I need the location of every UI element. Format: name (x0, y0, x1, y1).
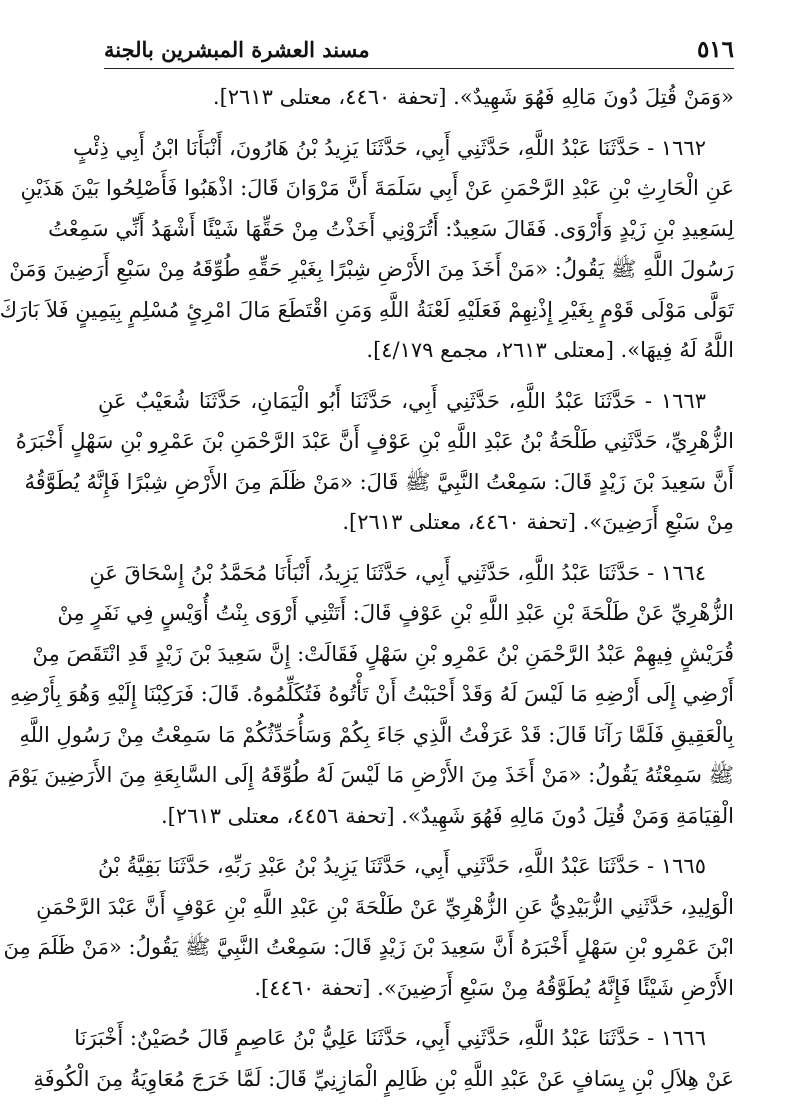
text-line: عَنِ الْحَارِثِ بْنِ عَبْدِ الرَّحْمَنِ عَنْ أَبِي سَلَمَةَ أَنَّ مَرْوَانَ قَالَ: اذْهَبُوا فَأَصْلِحُوا بَيْنَ هَذَيْنِ (20, 176, 734, 200)
text-line: ﷺ سَمِعْتُهُ يَقُولُ: «مَنْ أَخَذَ مِنَ الأَرْضِ مَا لَيْسَ لَهُ طُوِّقَهُ إِلَى السَّابِعَةِ مِنَ الأَرَضِينَ يَوْمَ (7, 763, 734, 787)
text-line: لِسَعِيدِ بْنِ زَيْدٍ وَأَرْوَى. فَقَالَ سَعِيدٌ: أَتُرَوْنِي أَخَذْتُ مِنْ حَقِّهَا شَيْئًا أَشْهَدُ أَنِّي سَمِعْتُ (48, 216, 734, 241)
text-line: «وَمَنْ قُتِلَ دُونَ مَالِهِ فَهُوَ شَهِيدٌ». [تحفة ٤٤٦٠، معتلى ٢٦١٣]. (212, 85, 734, 109)
page-body (0, 77, 734, 1099)
text-line: اللَّهُ لَهُ فِيهَا». [معتلى ٢٦١٣، مجمع ٤/١٧٩]. (366, 338, 734, 362)
text-line: رَسُولَ اللَّهِ ﷺ يَقُولُ: «مَنْ أَخَذَ مِنَ الأَرْضِ شِبْرًا بِغَيْرِ حَقِّهِ طُوِّقَهُ مِنْ سَبْعِ أَرَضِينَ وَمَنْ (9, 257, 734, 281)
hadith-1666 (33, 1018, 734, 1099)
text-line: بِالْعَقِيقِ فَلَمَّا رَآنَا قَالَ: قَدْ عَرَفْتُ الَّذِي جَاءَ بِكُمْ وَسَأُحَدِّثُكُمْ مَا سَمِعْتُ مِنْ رَسُولِ اللَّهِ (19, 722, 734, 747)
running-title: مسند العشرة المبشرين بالجنة (104, 37, 370, 62)
page-header (104, 30, 734, 69)
text-line: الْوَلِيدِ، حَدَّثَنِي الزُّبَيْدِيُّ عَنِ الزُّهْرِيِّ عَنْ طَلْحَةَ بْنِ عَبْدِ اللَّهِ بْنِ عَوْفٍ أَنَّ عَبْدَ الرَّحْمَنِ (36, 894, 734, 919)
paragraph-continuation (98, 77, 734, 118)
page-number: ٥١٦ (696, 36, 734, 63)
hadith-1662 (0, 128, 734, 371)
text-line: مِنْ سَبْعِ أَرَضِينَ». [تحفة ٤٤٦٠، معتلى ٢٦١٣]. (342, 510, 734, 534)
text-line: ١٦٦٥ - حَدَّثَنَا عَبْدُ اللَّهِ، حَدَّثَنِي أَبِي، حَدَّثَنَا يَزِيدُ بْنُ عَبْدِ رَبِّهِ، حَدَّثَنَا بَقِيَّةُ بْنُ (98, 854, 706, 878)
text-line: ابْنَ عَمْرِو بْنِ سَهْلٍ أَخْبَرَهُ أَنَّ سَعِيدَ بْنَ زَيْدٍ قَالَ: سَمِعْتُ النَّبِيَّ ﷺ يَقُولُ: «مَنْ ظَلَمَ مِنَ (3, 935, 734, 959)
text-line: الزُّهْرِيِّ عَنْ طَلْحَةَ بْنِ عَبْدِ اللَّهِ بْنِ عَوْفٍ قَالَ: أَتَتْنِي أَرْوَى بِنْتُ أُوَيْسٍ فِي نَفَرٍ مِنْ (57, 601, 734, 625)
text-line: الأَرْضِ شَيْئًا فَإِنَّهُ يُطَوَّقُهُ مِنْ سَبْعِ أَرَضِينَ». [تحفة ٤٤٦٠]. (254, 975, 734, 1000)
text-line: أَرْضِي إِلَى أَرْضِهِ مَا لَيْسَ لَهُ وَقَدْ أَحْبَبْتُ أَنْ تَأْتُوهُ فَتُكَلِّمُوهُ. قَالَ: فَرَكِبْنَا إِلَيْهِ وَهُوَ بِأَرْضِهِ (10, 682, 734, 706)
hadith-1663 (15, 381, 734, 543)
text-line: أَنَّ سَعِيدَ بْنَ زَيْدٍ قَالَ: سَمِعْتُ النَّبِيَّ ﷺ قَالَ: «مَنْ ظَلَمَ مِنَ الأَرْضِ شِبْرًا فَإِنَّهُ يُطَوَّقُهُ (24, 469, 734, 494)
text-line: ١٦٦٢ - حَدَّثَنَا عَبْدُ اللَّهِ، حَدَّثَنِي أَبِي، حَدَّثَنَا يَزِيدُ بْنُ هَارُونَ، أَنْبَأَنَا ابْنُ أَبِي ذِئْبٍ (72, 135, 706, 160)
text-line: ١٦٦٦ - حَدَّثَنَا عَبْدُ اللَّهِ، حَدَّثَنِي أَبِي، حَدَّثَنَا عَلِيُّ بْنُ عَاصِمٍ قَالَ حُصَيْنٌ: أَخْبَرَنَا (74, 1026, 706, 1050)
text-line: الْقِيَامَةِ وَمَنْ قُتِلَ دُونَ مَالِهِ فَهُوَ شَهِيدٌ». [تحفة ٤٤٥٦، معتلى ٢٦١٣]. (160, 803, 734, 828)
text-line: ١٦٦٤ - حَدَّثَنَا عَبْدُ اللَّهِ، حَدَّثَنِي أَبِي، حَدَّثَنَا يَزِيدُ، أَنْبَأَنَا مُحَمَّدُ بْنُ إِسْحَاقَ عَنِ (89, 560, 706, 585)
text-line: تَوَلَّى مَوْلَى قَوْمٍ بِغَيْرِ إِذْنِهِمْ فَعَلَيْهِ لَعْنَةُ اللَّهِ وَمَنِ اقْتَطَعَ مَالَ امْرِئٍ مُسْلِمٍ بِيَمِينٍ فَلاَ بَارَكَ (0, 297, 734, 322)
text-line: قُرَيْشٍ فِيهِمْ عَبْدُ الرَّحْمَنِ بْنُ عَمْرِو بْنِ سَهْلٍ فَقَالَتْ: إِنَّ سَعِيدَ بْنَ زَيْدٍ قَدِ انْتَقَصَ مِنْ (32, 641, 734, 666)
text-line: الزُّهْرِيِّ، حَدَّثَنِي طَلْحَةُ بْنُ عَبْدِ اللَّهِ بْنِ عَوْفٍ أَنَّ عَبْدَ الرَّحْمَنِ بْنَ عَمْرِو بْنِ سَهْلٍ أَخْبَرَهُ (15, 429, 734, 453)
text-line: عَنْ هِلاَلِ بْنِ يِسَافٍ عَنْ عَبْدِ اللَّهِ بْنِ ظَالِمٍ الْمَازِنِيِّ قَالَ: لَمَّا خَرَجَ مُعَاوِيَةُ مِنَ الْكُوفَةِ (33, 1066, 734, 1091)
text-line: ١٦٦٣ - حَدَّثَنَا عَبْدُ اللَّهِ، حَدَّثَنِي أَبِي، حَدَّثَنَا أَبُو الْيَمَانِ، حَدَّثَنَا شُعَيْبٌ عَنِ (98, 388, 706, 413)
hadith-1665 (3, 846, 734, 1008)
hadith-1664 (7, 553, 734, 837)
